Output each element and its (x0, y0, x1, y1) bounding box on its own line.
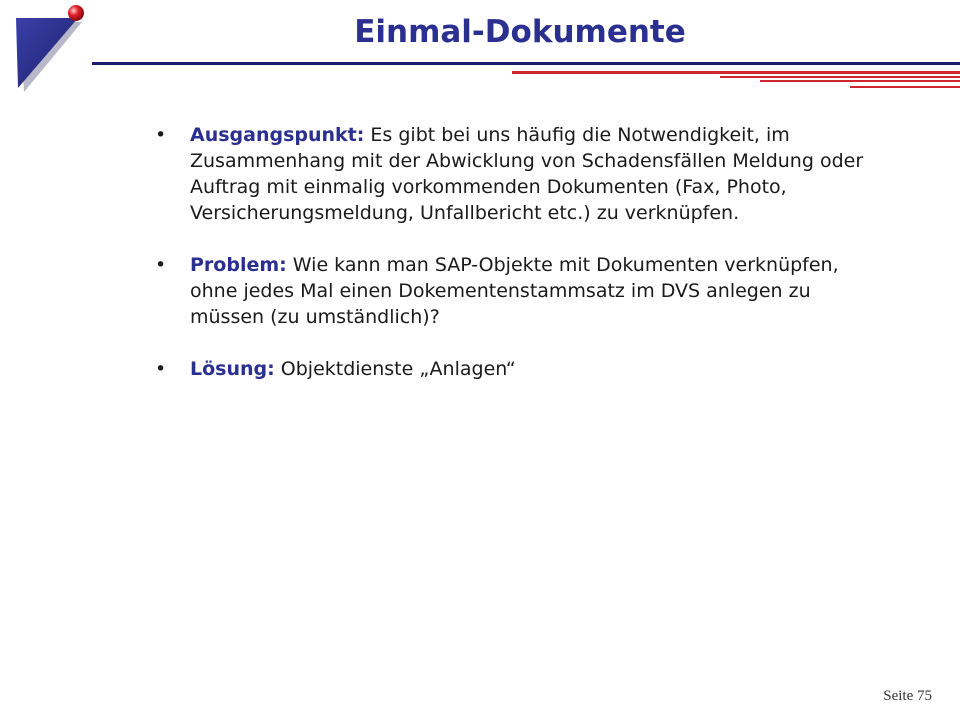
bullet-marker: • (155, 358, 167, 380)
page-title: Einmal-Dokumente (354, 14, 686, 50)
header-stripes (0, 0, 960, 100)
bullet-marker: • (155, 124, 167, 146)
slide-content (155, 122, 875, 408)
bullet-lead: Lösung: (190, 358, 275, 380)
bullet-marker: • (155, 254, 167, 276)
bullet-text: Objektdienste „Anlagen“ (274, 358, 516, 380)
bullet-lead: Ausgangspunkt: (190, 124, 365, 146)
bullet-text: Wie kann man SAP-Objekte mit Dokumenten verknüpfen, ohne jedes Mal einen Dokementenstammsatz im DVS anlegen zu müssen (zu umständlich)? (190, 254, 839, 328)
page-number: Seite 75 (883, 688, 932, 704)
bullet-text: Es gibt bei uns häufig die Notwendigkeit, im Zusammenhang mit der Abwicklung von Schadensfällen Meldung oder Auftrag mit einmalig vorkommenden Dokumenten (Fax, Photo, Versicherungsmeldung, Unfallbericht etc.) zu verknüpfen. (190, 124, 864, 224)
bullet-item (155, 356, 875, 382)
bullet-item (155, 122, 875, 226)
bullet-lead: Problem: (190, 254, 287, 276)
bullet-item (155, 252, 875, 330)
